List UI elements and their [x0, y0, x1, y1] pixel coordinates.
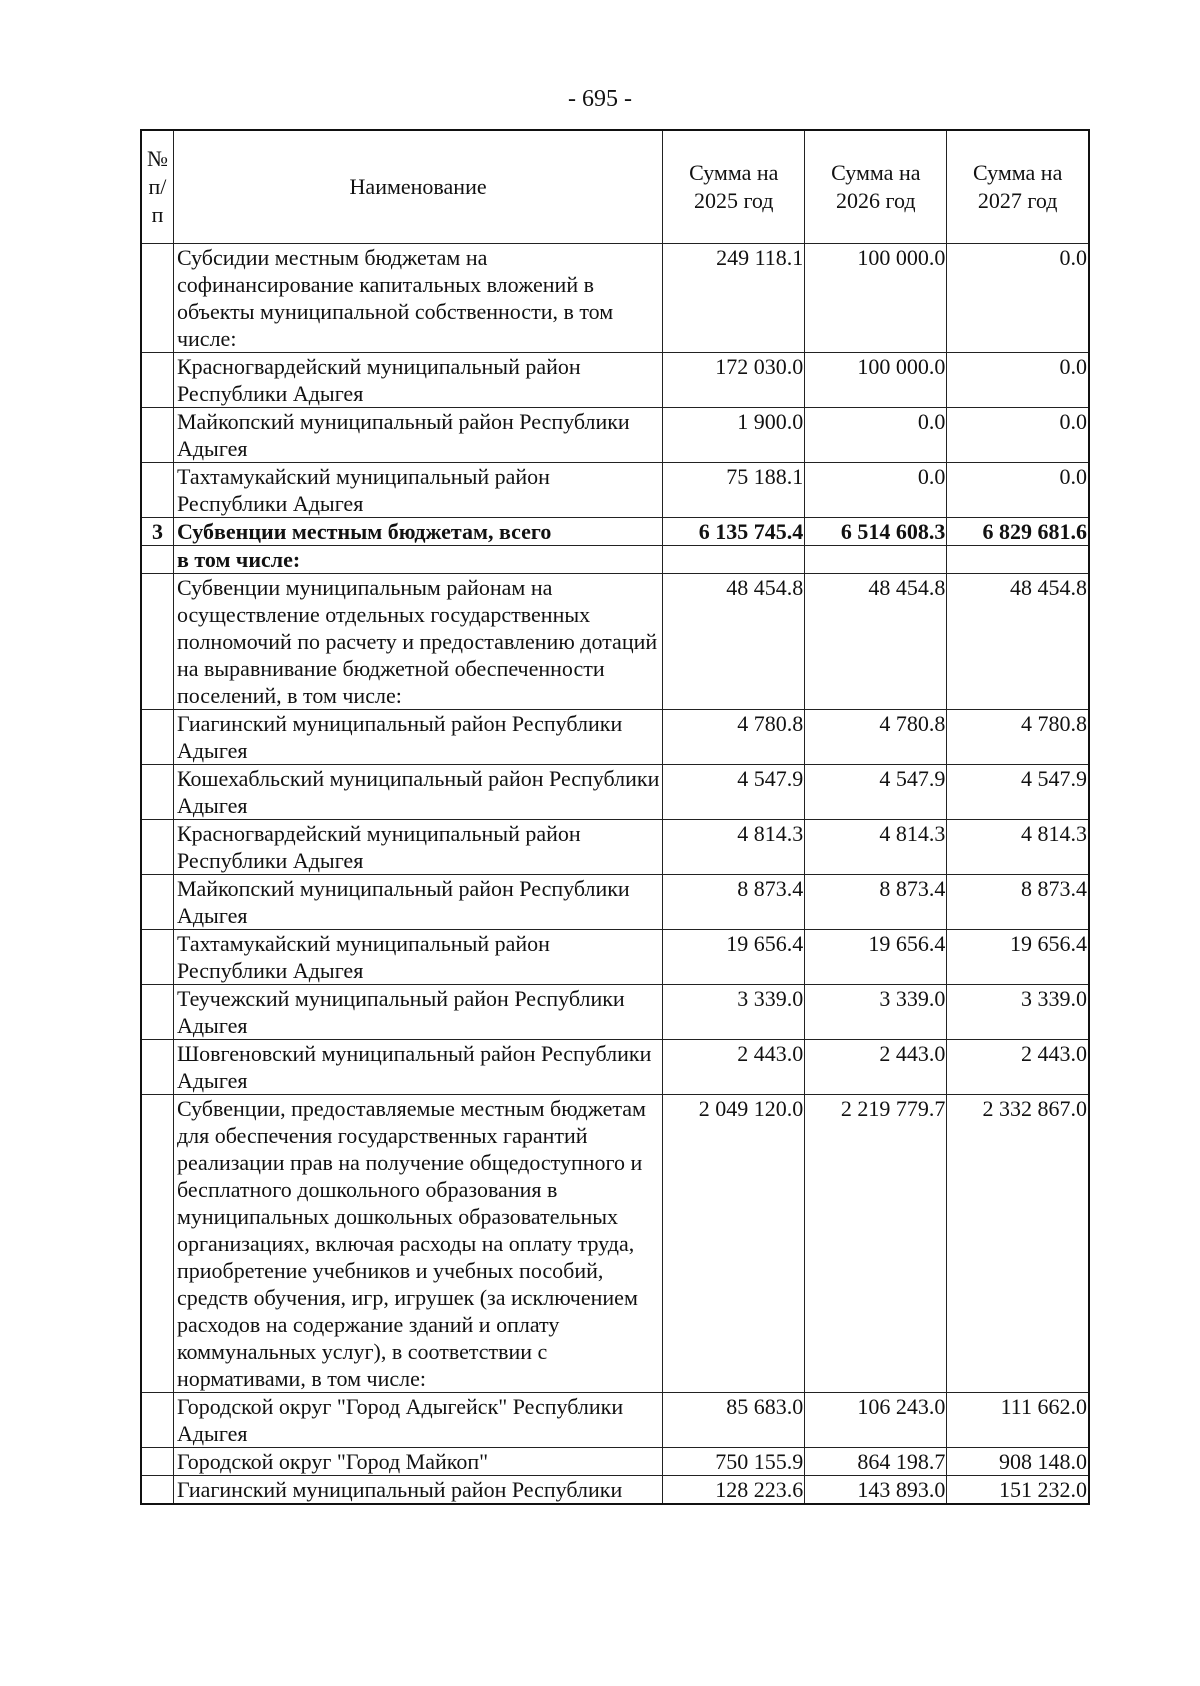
- row-name: Субвенции местным бюджетам, всего: [173, 518, 662, 546]
- table-row: [141, 574, 1089, 710]
- row-number: [141, 463, 173, 518]
- amount-2026: 6 514 608.3: [805, 518, 947, 546]
- row-name: Субвенции муниципальным районам на осуществление отдельных государственных полномочий по расчету и предоставлению дотаций на выравнивание бюджетной обеспеченности поселений, в том числе:: [173, 574, 662, 710]
- row-number: [141, 244, 173, 353]
- table-row: [141, 1448, 1089, 1476]
- amount-2027: 19 656.4: [947, 930, 1089, 985]
- table-row: [141, 820, 1089, 875]
- table-row: [141, 1095, 1089, 1393]
- amount-2025: 249 118.1: [663, 244, 805, 353]
- table-row: [141, 518, 1089, 546]
- amount-2027: 0.0: [947, 353, 1089, 408]
- row-number: [141, 820, 173, 875]
- row-name: Субсидии местным бюджетам на софинансирование капитальных вложений в объекты муниципальной собственности, в том числе:: [173, 244, 662, 353]
- row-name: Тахтамукайский муниципальный район Республики Адыгея: [173, 930, 662, 985]
- amount-2027: 4 547.9: [947, 765, 1089, 820]
- row-number: [141, 408, 173, 463]
- amount-2025: 750 155.9: [663, 1448, 805, 1476]
- row-number: [141, 875, 173, 930]
- row-number: [141, 1393, 173, 1448]
- row-name: Красногвардейский муниципальный район Республики Адыгея: [173, 353, 662, 408]
- amount-2026: 100 000.0: [805, 244, 947, 353]
- amount-2025: 48 454.8: [663, 574, 805, 710]
- amount-2025: 128 223.6: [663, 1476, 805, 1505]
- amount-2027: 6 829 681.6: [947, 518, 1089, 546]
- header-2025: Сумма на 2025 год: [663, 130, 805, 244]
- row-number: [141, 710, 173, 765]
- amount-2027: 111 662.0: [947, 1393, 1089, 1448]
- amount-2027: 4 780.8: [947, 710, 1089, 765]
- table-row: [141, 463, 1089, 518]
- amount-2027: 908 148.0: [947, 1448, 1089, 1476]
- table-row: [141, 1393, 1089, 1448]
- row-number: [141, 1476, 173, 1505]
- row-number: [141, 985, 173, 1040]
- amount-2026: 106 243.0: [805, 1393, 947, 1448]
- amount-2025: 85 683.0: [663, 1393, 805, 1448]
- table-row: [141, 875, 1089, 930]
- amount-2025: 4 547.9: [663, 765, 805, 820]
- amount-2025: 4 780.8: [663, 710, 805, 765]
- amount-2026: 143 893.0: [805, 1476, 947, 1505]
- row-name: Красногвардейский муниципальный район Республики Адыгея: [173, 820, 662, 875]
- table-row: [141, 353, 1089, 408]
- row-name: Тахтамукайский муниципальный район Республики Адыгея: [173, 463, 662, 518]
- row-number: [141, 1040, 173, 1095]
- amount-2026: 864 198.7: [805, 1448, 947, 1476]
- amount-2026: 4 547.9: [805, 765, 947, 820]
- amount-2027: 8 873.4: [947, 875, 1089, 930]
- table-row: [141, 985, 1089, 1040]
- amount-2025: 1 900.0: [663, 408, 805, 463]
- amount-2026: 48 454.8: [805, 574, 947, 710]
- amount-2027: 0.0: [947, 244, 1089, 353]
- table-row: [141, 546, 1089, 574]
- row-name: Городской округ "Город Адыгейск" Республики Адыгея: [173, 1393, 662, 1448]
- row-number: [141, 930, 173, 985]
- row-name: Городской округ "Город Майкоп": [173, 1448, 662, 1476]
- amount-2025: 172 030.0: [663, 353, 805, 408]
- row-name: в том числе:: [173, 546, 662, 574]
- header-name: Наименование: [173, 130, 662, 244]
- row-number: [141, 574, 173, 710]
- amount-2025: 75 188.1: [663, 463, 805, 518]
- amount-2026: 2 219 779.7: [805, 1095, 947, 1393]
- budget-table: [140, 129, 1090, 1505]
- row-number: [141, 1448, 173, 1476]
- table-row: [141, 1476, 1089, 1505]
- table-row: [141, 408, 1089, 463]
- table-row: [141, 765, 1089, 820]
- amount-2026: 100 000.0: [805, 353, 947, 408]
- amount-2027: 4 814.3: [947, 820, 1089, 875]
- row-name: Гиагинский муниципальный район Республики Адыгея: [173, 710, 662, 765]
- amount-2026: 19 656.4: [805, 930, 947, 985]
- amount-2027: 48 454.8: [947, 574, 1089, 710]
- header-2027: Сумма на 2027 год: [947, 130, 1089, 244]
- row-number: [141, 353, 173, 408]
- row-name: Майкопский муниципальный район Республики Адыгея: [173, 875, 662, 930]
- row-name: Субвенции, предоставляемые местным бюджетам для обеспечения государственных гарантий реализации прав на получение общедоступного и бесплатного дошкольного образования в муниципальных дошкольных образовательных организациях, включая расходы на оплату труда, приобретение учебников и учебных пособий, средств обучения, игр, игрушек (за исключением расходов на содержание зданий и оплату коммунальных услуг), в соответствии с нормативами, в том числе:: [173, 1095, 662, 1393]
- amount-2025: 2 443.0: [663, 1040, 805, 1095]
- amount-2027: 2 332 867.0: [947, 1095, 1089, 1393]
- amount-2025: 8 873.4: [663, 875, 805, 930]
- amount-2025: 19 656.4: [663, 930, 805, 985]
- amount-2027: [947, 546, 1089, 574]
- amount-2026: 3 339.0: [805, 985, 947, 1040]
- amount-2026: 4 780.8: [805, 710, 947, 765]
- amount-2026: 0.0: [805, 463, 947, 518]
- amount-2027: 2 443.0: [947, 1040, 1089, 1095]
- row-name: Гиагинский муниципальный район Республики: [173, 1476, 662, 1505]
- table-body: [141, 244, 1089, 1505]
- amount-2025: 3 339.0: [663, 985, 805, 1040]
- row-number: [141, 1095, 173, 1393]
- table-row: [141, 710, 1089, 765]
- page-number: - 695 -: [568, 86, 632, 112]
- row-number: [141, 546, 173, 574]
- row-number: 3: [141, 518, 173, 546]
- amount-2026: 4 814.3: [805, 820, 947, 875]
- table-row: [141, 1040, 1089, 1095]
- amount-2027: 0.0: [947, 408, 1089, 463]
- row-number: [141, 765, 173, 820]
- amount-2027: 151 232.0: [947, 1476, 1089, 1505]
- amount-2025: 6 135 745.4: [663, 518, 805, 546]
- amount-2027: 3 339.0: [947, 985, 1089, 1040]
- header-num: № п/п: [141, 130, 173, 244]
- table-row: [141, 244, 1089, 353]
- amount-2027: 0.0: [947, 463, 1089, 518]
- amount-2025: 4 814.3: [663, 820, 805, 875]
- amount-2025: [663, 546, 805, 574]
- amount-2026: [805, 546, 947, 574]
- row-name: Майкопский муниципальный район Республики Адыгея: [173, 408, 662, 463]
- amount-2026: 8 873.4: [805, 875, 947, 930]
- amount-2025: 2 049 120.0: [663, 1095, 805, 1393]
- table-row: [141, 930, 1089, 985]
- table-header-row: [141, 130, 1089, 244]
- amount-2026: 2 443.0: [805, 1040, 947, 1095]
- row-name: Шовгеновский муниципальный район Республики Адыгея: [173, 1040, 662, 1095]
- amount-2026: 0.0: [805, 408, 947, 463]
- header-2026: Сумма на 2026 год: [805, 130, 947, 244]
- row-name: Теучежский муниципальный район Республики Адыгея: [173, 985, 662, 1040]
- row-name: Кошехабльский муниципальный район Республики Адыгея: [173, 765, 662, 820]
